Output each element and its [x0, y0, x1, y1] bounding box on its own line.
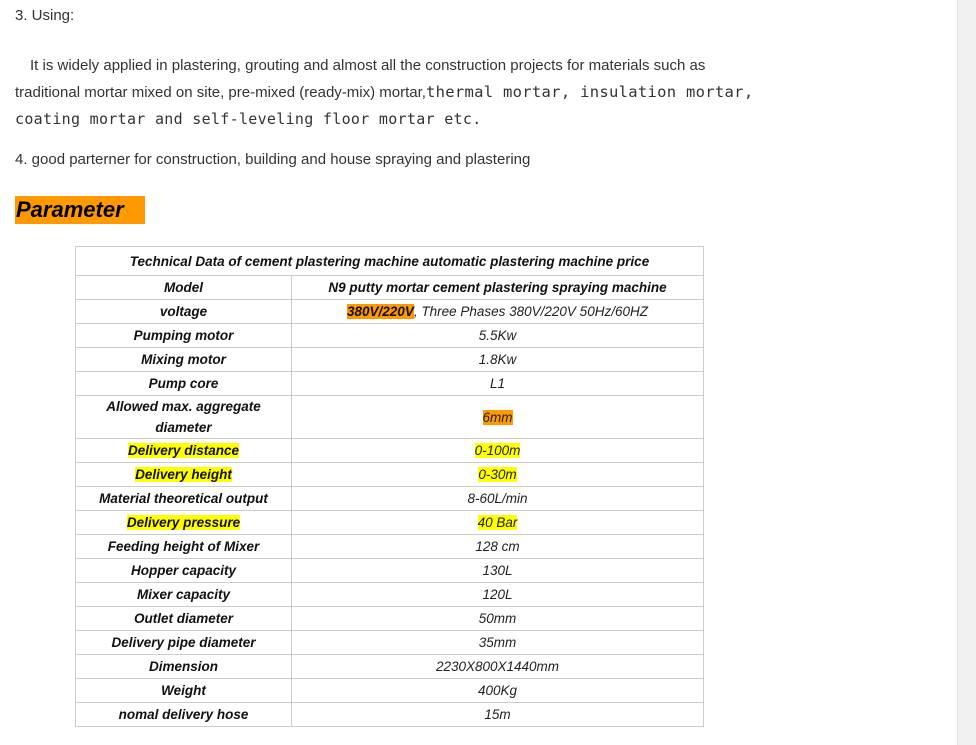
row-value: 1.8Kw [292, 348, 704, 372]
row-value-text: 40 Bar [477, 515, 518, 530]
table-row [76, 679, 704, 703]
parameter-heading: Parameter [15, 196, 145, 224]
using-line-2 [15, 79, 755, 106]
using-line-2a: traditional mortar mixed on site, pre-mixed (ready-mix) mortar, [15, 84, 426, 101]
row-label: Material theoretical output [76, 487, 292, 511]
row-label: Dimension [76, 655, 292, 679]
table-row [76, 276, 704, 300]
voltage-highlight: 380V/220V [347, 304, 414, 319]
row-label-text: Delivery height [135, 467, 232, 482]
row-value [292, 511, 704, 535]
table-row [76, 348, 704, 372]
section-heading-using: 3. Using: [15, 7, 75, 24]
row-value-text: 0-30m [478, 467, 517, 482]
row-label: Mixing motor [76, 348, 292, 372]
row-label: Delivery pipe diameter [76, 631, 292, 655]
table-row [76, 631, 704, 655]
table-title: Technical Data of cement plastering machine automatic plastering machine price [76, 247, 704, 276]
row-label: Model [76, 276, 292, 300]
row-label [76, 396, 292, 439]
table-row [76, 559, 704, 583]
row-value: 5.5Kw [292, 324, 704, 348]
table-row [76, 487, 704, 511]
using-line-3: coating mortar and self-leveling floor mortar etc. [15, 110, 482, 128]
using-line-2b: thermal mortar, insulation mortar, [425, 83, 754, 101]
row-value: 35mm [292, 631, 704, 655]
technical-data-table [75, 246, 704, 727]
row-value: 8-60L/min [292, 487, 704, 511]
row-value: 128 cm [292, 535, 704, 559]
table-row [76, 372, 704, 396]
row-value: 2230X800X1440mm [292, 655, 704, 679]
aggregate-value: 6mm [482, 409, 513, 425]
row-value: 15m [292, 703, 704, 727]
table-row [76, 703, 704, 727]
row-label [76, 439, 292, 463]
row-label [76, 511, 292, 535]
row-label: nomal delivery hose [76, 703, 292, 727]
table-title-row [76, 247, 704, 276]
using-paragraph [15, 52, 755, 133]
row-label: voltage [76, 300, 292, 324]
row-value: 50mm [292, 607, 704, 631]
table-row [76, 324, 704, 348]
row-label: Pump core [76, 372, 292, 396]
row-value [292, 463, 704, 487]
table-row [76, 396, 704, 439]
row-value-text: 0-100m [474, 443, 521, 458]
table-row [76, 583, 704, 607]
table-row [76, 463, 704, 487]
table-row [76, 655, 704, 679]
row-value: N9 putty mortar cement plastering spraying machine [292, 276, 704, 300]
row-label: Mixer capacity [76, 583, 292, 607]
table-row [76, 439, 704, 463]
row-label: Outlet diameter [76, 607, 292, 631]
row-value: 130L [292, 559, 704, 583]
row-value [292, 439, 704, 463]
table-row [76, 535, 704, 559]
row-label: Weight [76, 679, 292, 703]
row-value [292, 396, 704, 439]
using-line-1: It is widely applied in plastering, grouting and almost all the construction projects for materials such as [30, 57, 706, 74]
row-label [76, 463, 292, 487]
table-row [76, 607, 704, 631]
scrollbar-track[interactable] [957, 0, 976, 745]
table-row [76, 511, 704, 535]
row-label: Feeding height of Mixer [76, 535, 292, 559]
row-value [292, 300, 704, 324]
row-label-line-1: Allowed max. aggregate [106, 399, 261, 414]
row-label-text: Delivery pressure [126, 515, 241, 530]
row-label-line-2: diameter [155, 420, 212, 435]
row-value: 400Kg [292, 679, 704, 703]
voltage-rest: , Three Phases 380V/220V 50Hz/60HZ [413, 304, 648, 319]
section-heading-partner: 4. good parterner for construction, building and house spraying and plastering [15, 151, 531, 168]
row-label-text: Delivery distance [127, 443, 240, 458]
row-label: Hopper capacity [76, 559, 292, 583]
row-value: 120L [292, 583, 704, 607]
row-label: Pumping motor [76, 324, 292, 348]
table-row [76, 300, 704, 324]
row-value: L1 [292, 372, 704, 396]
